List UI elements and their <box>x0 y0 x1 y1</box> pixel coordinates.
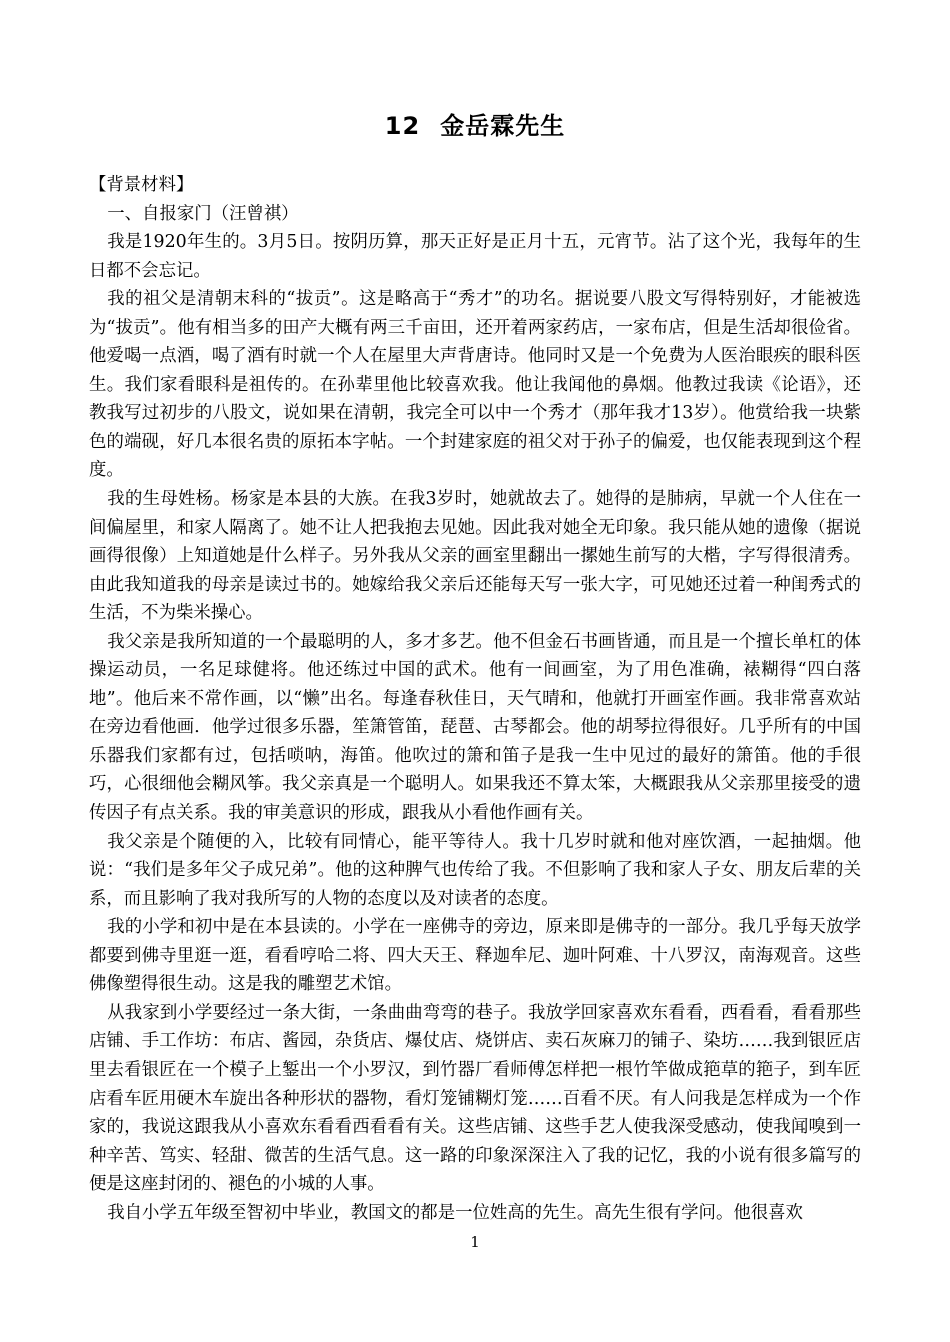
paragraph: 我自小学五年级至智初中毕业，教国文的都是一位姓高的先生。高先生很有学问。他很喜欢 <box>107 1202 803 1223</box>
lesson-number: 12 <box>384 112 421 140</box>
paragraph: 我是1920年生的。3月5日。按阴历算，那天正好是正月十五，元宵节。沾了这个光，我每年的生日都不会忘记。 <box>89 232 861 281</box>
lesson-title: 金岳霖先生 <box>440 112 566 140</box>
paragraph: 我的小学和初中是在本县读的。小学在一座佛寺的旁边，原来即是佛寺的一部分。我几乎每天放学都要到佛寺里逛一逛，看看哼哈二将、四大天王、释迦牟尼、迦叶阿难、十八罗汉，南海观音。这些佛像塑得很生动。这是我的雕塑艺术馆。 <box>89 917 861 995</box>
section-heading: 【背景材料】 <box>89 175 194 195</box>
document-title <box>0 109 950 143</box>
document-body <box>89 171 861 1227</box>
paragraph: 我父亲是我所知道的一个最聪明的人，多才多艺。他不但金石书画皆通，而且是一个擅长单杠的体操运动员，一名足球健将。他还练过中国的武术。他有一间画室，为了用色准确，裱糊得“四白落地”。他后来不常作画，以“懒”出名。每逢春秋佳日，天气晴和，他就打开画室作画。我非常喜欢站在旁边看他画．他学过很多乐器，笙箫管笛，琵琶、古琴都会。他的胡琴拉得很好。几乎所有的中国乐器我们家都有过，包括唢呐，海笛。他吹过的箫和笛子是我一生中见过的最好的箫笛。他的手很巧，心很细他会糊风筝。我父亲真是一个聪明人。如果我还不算太笨，大概跟我从父亲那里接受的遗传因子有点关系。我的审美意识的形成，跟我从小看他作画有关。 <box>89 631 861 824</box>
paragraph: 我的生母姓杨。杨家是本县的大族。在我3岁时，她就故去了。她得的是肺病，早就一个人住在一间偏屋里，和家人隔离了。她不让人把我抱去见她。因此我对她全无印象。我只能从她的遗像（据说画得很像）上知道她是什么样子。另外我从父亲的画室里翻出一摞她生前写的大楷，字写得很清秀。由此我知道我的母亲是读过书的。她嫁给我父亲后还能每天写一张大字，可见她还过着一种闺秀式的生活，不为柴米操心。 <box>89 489 861 624</box>
paragraph: 我的祖父是清朝末科的“拔贡”。这是略高于“秀才”的功名。据说要八股文写得特别好，才能被选为“拔贡”。他有相当多的田产大概有两三千亩田，还开着两家药店，一家布店，但是生活却很俭省。他爱喝一点酒，喝了酒有时就一个人在屋里大声背唐诗。他同时又是一个免费为人医治眼疾的眼科医生。我们家看眼科是祖传的。在孙辈里他比较喜欢我。他让我闻他的鼻烟。他教过我读《论语》，还教我写过初步的八股文，说如果在清朝，我完全可以中一个秀才（那年我才13岁）。他赏给我一块紫色的端砚，好几本很名贵的原拓本字帖。一个封建家庭的祖父对于孙子的偏爱，也仅能表现到这个程度。 <box>89 289 861 481</box>
subheading: 一、自报家门（汪曾祺） <box>107 203 299 224</box>
page-number: 1 <box>470 1233 480 1251</box>
paragraph: 我父亲是个随便的入，比较有同情心，能平等待人。我十几岁时就和他对座饮酒，一起抽烟。他说：“我们是多年父子成兄弟”。他的这种脾气也传给了我。不但影响了我和家人子女、朋友后辈的关系，而且影响了我对我所写的人物的态度以及对读者的态度。 <box>89 831 861 909</box>
paragraph: 从我家到小学要经过一条大街，一条曲曲弯弯的巷子。我放学回家喜欢东看看，西看看，看看那些店铺、手工作坊：布店、酱园，杂货店、爆仗店、烧饼店、卖石灰麻刀的铺子、染坊……我到银匠店里去看银匠在一个模子上錾出一个小罗汉，到竹器厂看师傅怎样把一根竹竿做成筢草的筢子，到车匠店看车匠用硬木车旋出各种形状的器物，看灯笼铺糊灯笼……百看不厌。有人问我是怎样成为一个作家的，我说这跟我从小喜欢东看看西看看有关。这些店铺、这些手艺人使我深受感动，使我闻嗅到一种辛苦、笃实、轻甜、微苦的生活气息。这一路的印象深深注入了我的记忆，我的小说有很多篇写的便是这座封闭的、褪色的小城的人事。 <box>89 1002 861 1195</box>
